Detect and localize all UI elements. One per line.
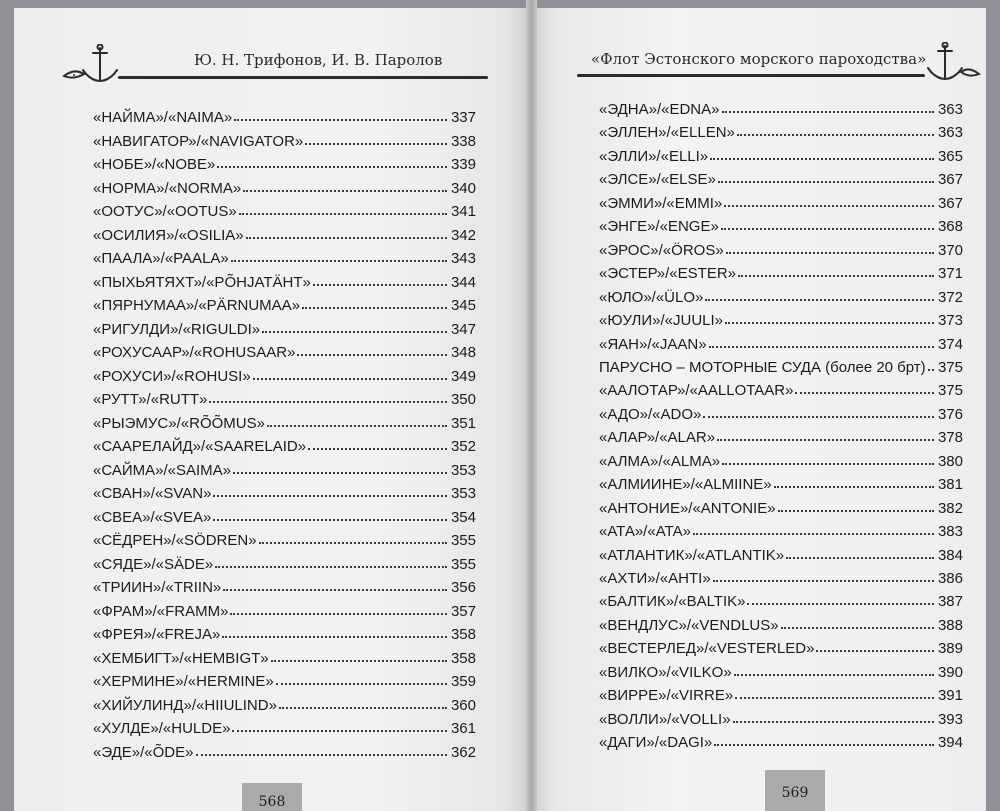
entry-title: «ЯАН»/«JAAN» [599,335,707,353]
dot-leader [735,697,934,699]
entry-page-number: 378 [937,429,963,447]
toc-entry [93,527,476,549]
toc-entry [599,565,963,587]
toc-entry [599,471,963,493]
dot-leader [253,378,447,380]
entry-page-number: 342 [450,226,476,244]
entry-page-number: 390 [937,663,963,681]
entry-title: «САЙМА»/«SAIMA» [93,461,232,479]
entry-title: «ХЕРМИНЕ»/«HERMINE» [93,673,274,690]
toc-entry [599,706,963,728]
entry-page-number: 356 [450,579,476,596]
toc-entry [93,645,476,667]
toc-entry [93,739,476,761]
toc-entry [93,386,476,408]
entry-page-number: 376 [937,405,963,423]
entry-title: «ХУЛДЕ»/«HULDE» [93,720,231,737]
toc-entry [93,457,476,479]
dot-leader [276,683,447,685]
toc-entry [93,433,476,455]
toc-entry [599,307,963,329]
dot-leader [726,252,934,254]
dot-leader [243,190,447,192]
entry-title: «НАВИГАТОР»/«NAVIGATOR» [93,132,304,150]
toc-entry [599,237,963,259]
entry-title: «ХИЙУЛИНД»/«HIIULIND» [93,696,277,714]
entry-title: «РУТТ»/«RUTT» [93,391,208,408]
entry-page-number: 345 [450,297,476,314]
dot-leader [737,134,934,136]
dot-leader [213,495,447,497]
toc-entry [599,542,963,564]
dot-leader [722,463,934,465]
dot-leader [232,730,447,732]
entry-title: «ФРЕЯ»/«FREJA» [93,626,221,643]
entry-page-number: 358 [450,626,476,643]
toc-entry [599,448,963,470]
entry-title: «СЯДЕ»/«SÄDE» [93,555,214,573]
entry-page-number: 386 [937,570,963,587]
toc-entry [599,612,963,634]
entry-page-number: 358 [450,649,476,667]
entry-title: «ПЯРНУМАА»/«PÄRNUMAA» [93,297,301,314]
entry-page-number: 339 [450,156,476,173]
entry-page-number: 352 [450,438,476,455]
entry-page-number: 353 [450,461,476,479]
dot-leader [774,486,934,488]
toc-entry [93,668,476,690]
toc-entry [599,260,963,282]
anchor-icon [923,42,983,86]
entry-title: «ВЕНДЛУС»/«VENDLUS» [599,616,779,634]
entry-title: «НАЙМА»/«NAIMA» [93,109,233,126]
dot-leader [722,111,934,113]
left-page [14,8,526,811]
entry-page-number: 362 [450,743,476,761]
entry-title: «СЁДРЕН»/«SÖDREN» [93,532,257,549]
entry-title: «ВЕСТЕРЛЕД»/«VESTERLED» [599,640,815,658]
dot-leader [217,166,447,168]
toc-entry [599,377,963,399]
dot-leader [703,416,934,418]
header-rule [118,76,488,79]
toc-entry [93,363,476,385]
entry-page-number: 375 [937,382,963,400]
entry-title: «ВИРРЕ»/«VIRRE» [599,687,734,705]
toc-entry [599,635,963,657]
entry-title: «ЭНГЕ»/«ENGE» [599,218,719,236]
dot-leader [795,392,933,394]
anchor-icon [60,44,124,88]
toc-entry [93,316,476,338]
entry-title: «АЛАР»/«ALAR» [599,429,716,447]
entry-page-number: 353 [450,485,476,502]
toc-entry [93,598,476,620]
entry-page-number: 360 [450,696,476,714]
entry-title: «ЭДНА»/«EDNA» [599,101,720,118]
entry-title: «АЛМА»/«ALMA» [599,452,721,470]
entry-page-number: 355 [450,555,476,573]
toc-entry [599,354,963,376]
entry-page-number: 337 [450,109,476,126]
entry-page-number: 359 [450,673,476,690]
entry-title: «ЭДЕ»/«ÕDE» [93,743,194,761]
entry-page-number: 371 [937,265,963,283]
dot-leader [718,181,934,183]
dot-leader [734,674,934,676]
entry-title: «ЭЛЛЕН»/«ELLEN» [599,124,735,142]
toc-entry [93,128,476,150]
entry-page-number: 367 [937,194,963,212]
entry-title: «АТЛАНТИК»/«ATLANTIK» [599,546,785,564]
dot-leader [196,754,447,756]
dot-leader [778,510,934,512]
toc-entry [93,175,476,197]
entry-title: «ФРАМ»/«FRAMM» [93,602,229,620]
entry-page-number: 350 [450,391,476,408]
toc-entry [93,339,476,361]
entry-title: «ЭСТЕР»/«ESTER» [599,265,736,283]
entry-title: «ЭЛСЕ»/«ELSE» [599,171,716,189]
entry-page-number: 380 [937,452,963,470]
toc-entry [599,401,963,423]
entry-page-number: 384 [937,546,963,564]
dot-leader [721,228,934,230]
entry-page-number: 355 [450,532,476,549]
entry-page-number: 388 [937,616,963,634]
dot-leader [239,213,447,215]
entry-page-number: 347 [450,320,476,338]
entry-title: «АДО»/«ADO» [599,405,702,423]
entry-title: «НОБЕ»/«NOBE» [93,156,216,173]
toc-entry [93,480,476,502]
dot-leader [230,613,447,615]
entry-title: «АХТИ»/«AHTI» [599,570,711,587]
dot-leader [725,322,934,324]
dot-leader [781,627,934,629]
entry-title: «ХЕМБИГТ»/«HEMBIGT» [93,649,269,667]
entry-page-number: 391 [937,687,963,705]
entry-page-number: 361 [450,720,476,737]
right-page [537,8,986,811]
entry-title: «ООТУС»/«OOTUS» [93,203,237,220]
entry-page-number: 354 [450,508,476,526]
entry-page-number: 382 [937,499,963,517]
dot-leader [231,260,447,262]
dot-leader [724,205,934,207]
toc-entry [599,331,963,353]
toc-entry [599,190,963,212]
dot-leader [213,519,447,521]
dot-leader [259,542,447,544]
entry-page-number: 348 [450,344,476,361]
entry-title: «РЫЭМУС»/«RÕÕMUS» [93,414,265,432]
entry-page-number: 363 [937,124,963,142]
dot-leader [246,237,447,239]
dot-leader [305,143,447,145]
running-head: Ю. Н. Трифонов, И. В. Паролов [194,51,443,69]
dot-leader [693,533,934,535]
page-number: 569 [765,770,825,811]
entry-page-number: 351 [450,414,476,432]
dot-leader [302,307,447,309]
entry-title: «РОХУСААР»/«ROHUSAAR» [93,344,296,361]
entry-title: «СВАН»/«SVAN» [93,485,212,502]
toc-entry [93,151,476,173]
book-gutter [526,0,537,811]
page-number: 568 [242,783,302,811]
entry-title: «АТА»/«ATA» [599,523,691,541]
toc-entry [599,518,963,540]
entry-page-number: 367 [937,171,963,189]
entry-title: «ААЛОТАР»/«AALLOTAAR» [599,382,794,400]
toc-entry [599,659,963,681]
entry-title: ПАРУСНО – МОТОРНЫЕ СУДА (более 20 брт) [599,358,926,376]
entry-page-number: 393 [937,710,963,728]
entry-title: «ЮУЛИ»/«JUULI» [599,312,724,330]
dot-leader [262,331,447,333]
dot-leader [713,580,934,582]
entry-title: «РОХУСИ»/«ROHUSI» [93,367,251,385]
toc-entry [599,284,963,306]
entry-page-number: 349 [450,367,476,385]
entry-page-number: 338 [450,132,476,150]
toc-entry [599,213,963,235]
toc-entry [93,222,476,244]
dot-leader [233,472,447,474]
entry-page-number: 394 [937,734,963,752]
dot-leader [308,448,447,450]
dot-leader [816,650,934,652]
dot-leader [786,557,934,559]
entry-page-number: 341 [450,203,476,220]
entry-page-number: 343 [450,250,476,267]
dot-leader [297,354,447,356]
entry-title: «ЭРОС»/«ÖROS» [599,241,724,259]
running-head: «Флот Эстонского морского пароходства» [591,50,927,68]
toc-entry [599,424,963,446]
entry-title: «ЮЛО»/«ÜLO» [599,288,704,306]
dot-leader [234,119,447,121]
entry-title: «НОРМА»/«NORMA» [93,179,242,197]
dot-leader [738,275,934,277]
dot-leader [714,744,934,746]
entry-title: «ЭММИ»/«EMMI» [599,194,723,212]
entry-page-number: 357 [450,602,476,620]
dot-leader [733,721,934,723]
entry-page-number: 370 [937,241,963,259]
toc-entry [93,692,476,714]
entry-title: «ПЫХЬЯТЯХТ»/«PÕHJATÄHT» [93,273,311,291]
toc-entry [93,410,476,432]
toc-entry [93,574,476,596]
entry-page-number: 381 [937,476,963,494]
toc-entry [599,96,963,118]
toc-entry [93,292,476,314]
entry-title: «ОСИЛИЯ»/«OSILIA» [93,226,244,244]
toc-entry [93,104,476,126]
entry-title: «АНТОНИЕ»/«ANTONIE» [599,499,776,517]
entry-page-number: 344 [450,273,476,291]
entry-title: «ЭЛЛИ»/«ELLI» [599,147,709,165]
toc-entry [93,621,476,643]
toc-entry [599,143,963,165]
entry-page-number: 340 [450,179,476,197]
entry-page-number: 375 [937,358,963,376]
dot-leader [209,401,447,403]
entry-title: «ТРИИН»/«TRIIN» [93,579,222,596]
toc-entry [599,119,963,141]
entry-title: «БАЛТИК»/«BALTIK» [599,593,746,611]
entry-page-number: 374 [937,335,963,353]
entry-title: «ВИЛКО»/«VILKO» [599,663,732,681]
entry-page-number: 363 [937,101,963,118]
entry-page-number: 373 [937,312,963,330]
header-rule [577,74,925,77]
toc-entry [93,198,476,220]
entry-page-number: 372 [937,288,963,306]
dot-leader [928,369,934,371]
dot-leader [279,707,447,709]
entry-title: «РИГУЛДИ»/«RIGULDI» [93,320,261,338]
entry-title: «ПААЛА»/«PAALA» [93,250,229,267]
dot-leader [313,284,447,286]
dot-leader [709,346,934,348]
entry-page-number: 389 [937,640,963,658]
toc-entry [599,729,963,751]
dot-leader [717,439,934,441]
entry-title: «СААРЕЛАЙД»/«SAARELAID» [93,438,307,455]
dot-leader [710,158,934,160]
dot-leader [271,660,447,662]
entry-title: «ВОЛЛИ»/«VOLLI» [599,710,731,728]
toc-entry [599,588,963,610]
toc-entry [599,682,963,704]
toc-entry [93,269,476,291]
entry-page-number: 383 [937,523,963,541]
entry-page-number: 365 [937,147,963,165]
entry-page-number: 387 [937,593,963,611]
dot-leader [215,566,447,568]
toc-entry [93,245,476,267]
entry-title: «ДАГИ»/«DAGI» [599,734,713,752]
entry-title: «АЛМИИНЕ»/«ALMIINE» [599,476,772,494]
toc-entry [93,504,476,526]
toc-entry [93,715,476,737]
entry-title: «СВЕА»/«SVEA» [93,508,212,526]
toc-entry [599,495,963,517]
dot-leader [222,636,447,638]
dot-leader [705,299,934,301]
dot-leader [223,589,447,591]
toc-entry [93,551,476,573]
dot-leader [747,603,933,605]
toc-entry [599,166,963,188]
dot-leader [267,425,447,427]
entry-page-number: 368 [937,218,963,236]
